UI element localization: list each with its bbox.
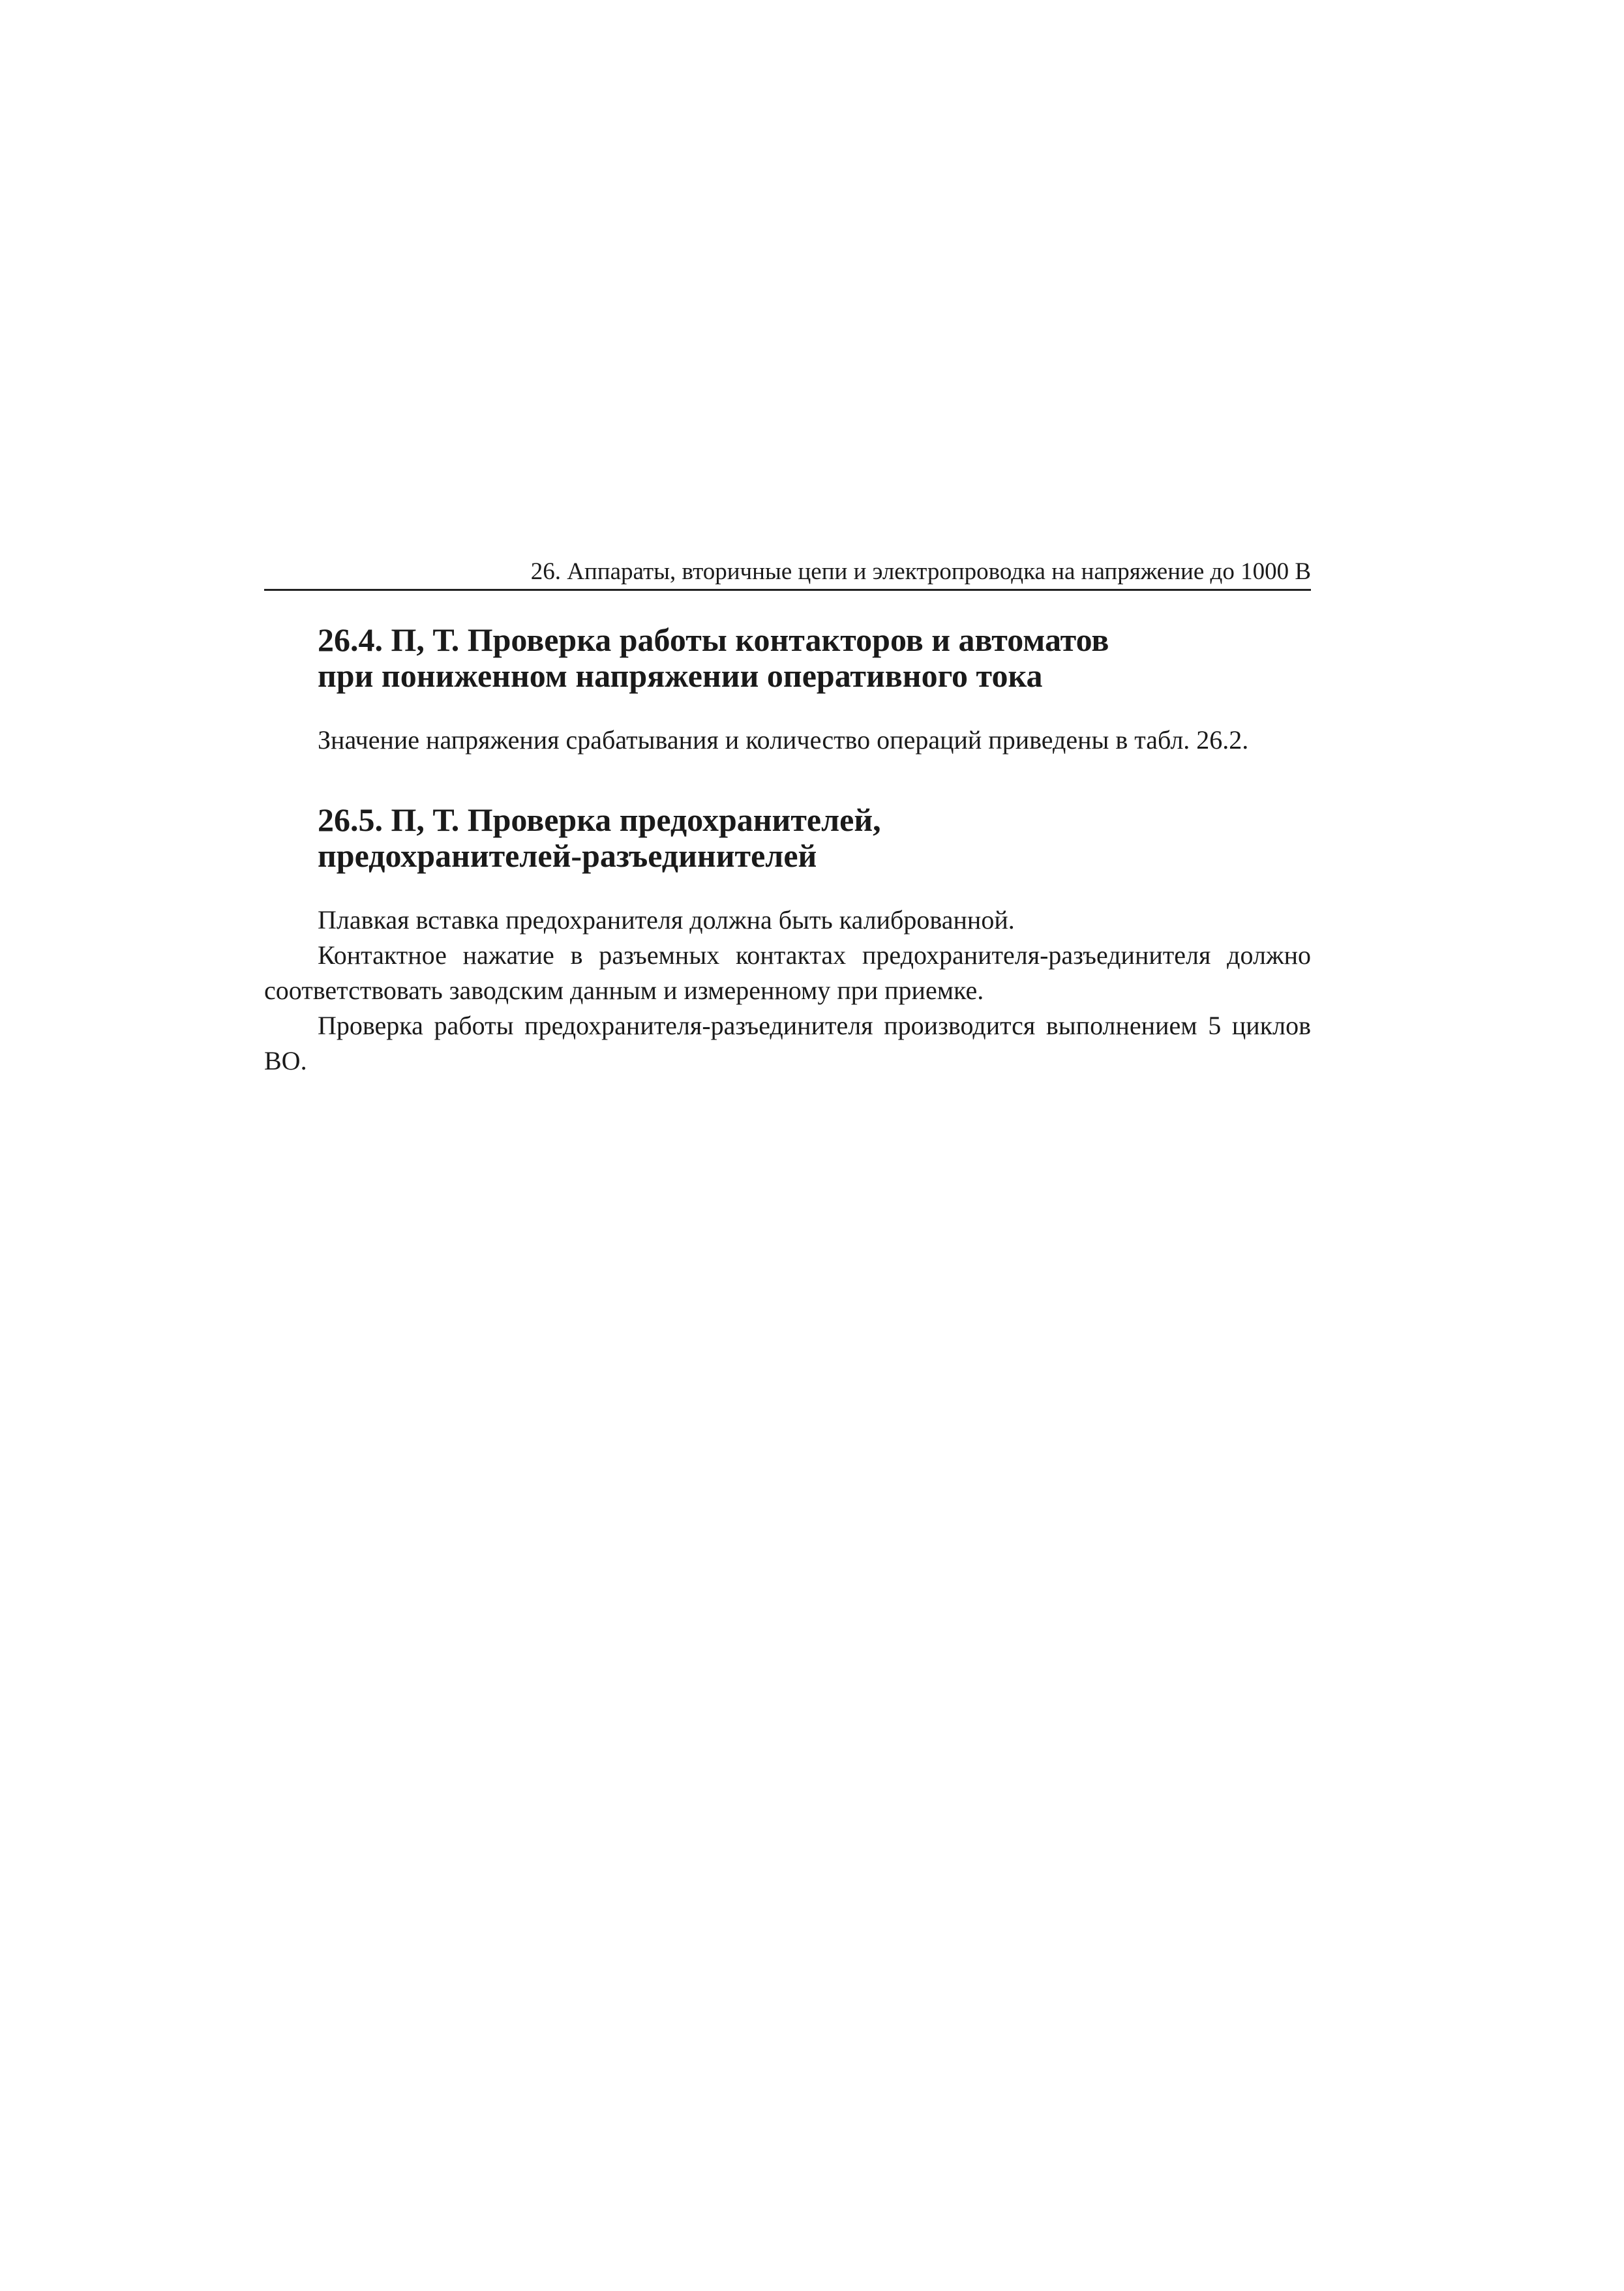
paragraph: Плавкая вставка предохранителя должна быть калиброванной. — [318, 905, 1015, 935]
section-body-26-5 — [264, 903, 1311, 1079]
section-title-line: при пониженном напряжении оперативного тока — [318, 657, 1043, 694]
section-title-26-4 — [264, 622, 1311, 694]
running-header: 26. Аппараты, вторичные цепи и электропроводка на напряжение до 1000 В — [264, 558, 1311, 591]
section-title-line: 26.5. П, Т. Проверка предохранителей, — [318, 801, 881, 838]
section-title-26-5 — [264, 802, 1311, 874]
page-content — [264, 558, 1311, 1079]
paragraph: Контактное нажатие в разъемных контактах предохранителя-разъединителя должно соответствовать заводским данным и измеренному при приемке. — [264, 940, 1311, 1005]
section-title-line: предохранителей-разъединителей — [318, 837, 817, 874]
section-title-line: 26.4. П, Т. Проверка работы контакторов и автоматов — [318, 621, 1109, 658]
paragraph: Проверка работы предохранителя-разъединителя производится выполнением 5 циклов ВО. — [264, 1011, 1311, 1075]
paragraph: Значение напряжения срабатывания и количество операций приведены в табл. 26.2. — [318, 725, 1249, 755]
section-body-26-4 — [264, 723, 1311, 758]
